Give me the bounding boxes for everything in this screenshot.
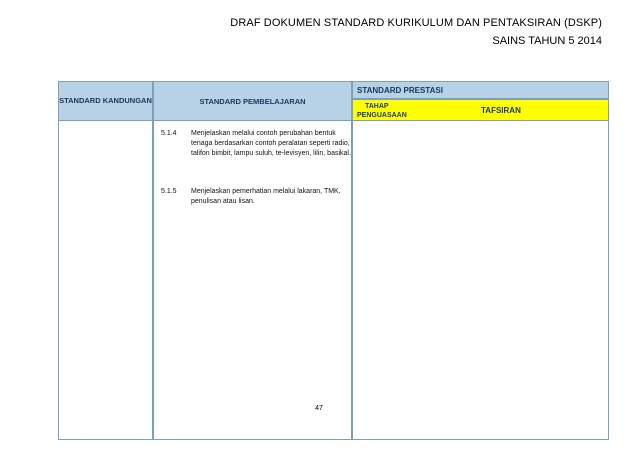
header-standard-pembelajaran: STANDARD PEMBELAJARAN — [153, 81, 352, 121]
header-title: DRAF DOKUMEN STANDARD KURIKULUM DAN PENTAKSIRAN (DSKP) — [230, 17, 602, 29]
header-tahap-line2: PENGUASAAN — [357, 112, 407, 119]
body-prestasi-cell — [352, 121, 609, 440]
header-tafsiran: TAFSIRAN — [481, 106, 521, 115]
page-number: 47 — [315, 405, 323, 412]
header-tahap-tafsiran-row — [352, 99, 609, 121]
item-number: 5.1.5 — [161, 188, 177, 195]
header-subtitle: SAINS TAHUN 5 2014 — [492, 35, 602, 47]
header-tahap-penguasaan — [357, 102, 407, 120]
document-header — [230, 14, 602, 50]
header-tahap-line1: TAHAP — [365, 103, 389, 110]
body-kandungan-cell — [58, 121, 153, 440]
item-text: Menjelaskan pemerhatian melalui lakaran, TMK, penulisan atau lisan. — [191, 188, 341, 205]
header-standard-prestasi: STANDARD PRESTASI — [352, 81, 609, 99]
item-text: Menjelaskan melalui contoh perubahan bentuk tenaga berdasarkan contoh peralatan seperti radio, talifon bimbit, lampu suluh, te-levisyen, lilin, basikal. — [191, 130, 351, 157]
body-pembelajaran-cell — [153, 121, 352, 440]
curriculum-table — [58, 81, 609, 440]
item-number: 5.1.4 — [161, 130, 177, 137]
header-standard-kandungan: STANDARD KANDUNGAN — [58, 81, 153, 121]
